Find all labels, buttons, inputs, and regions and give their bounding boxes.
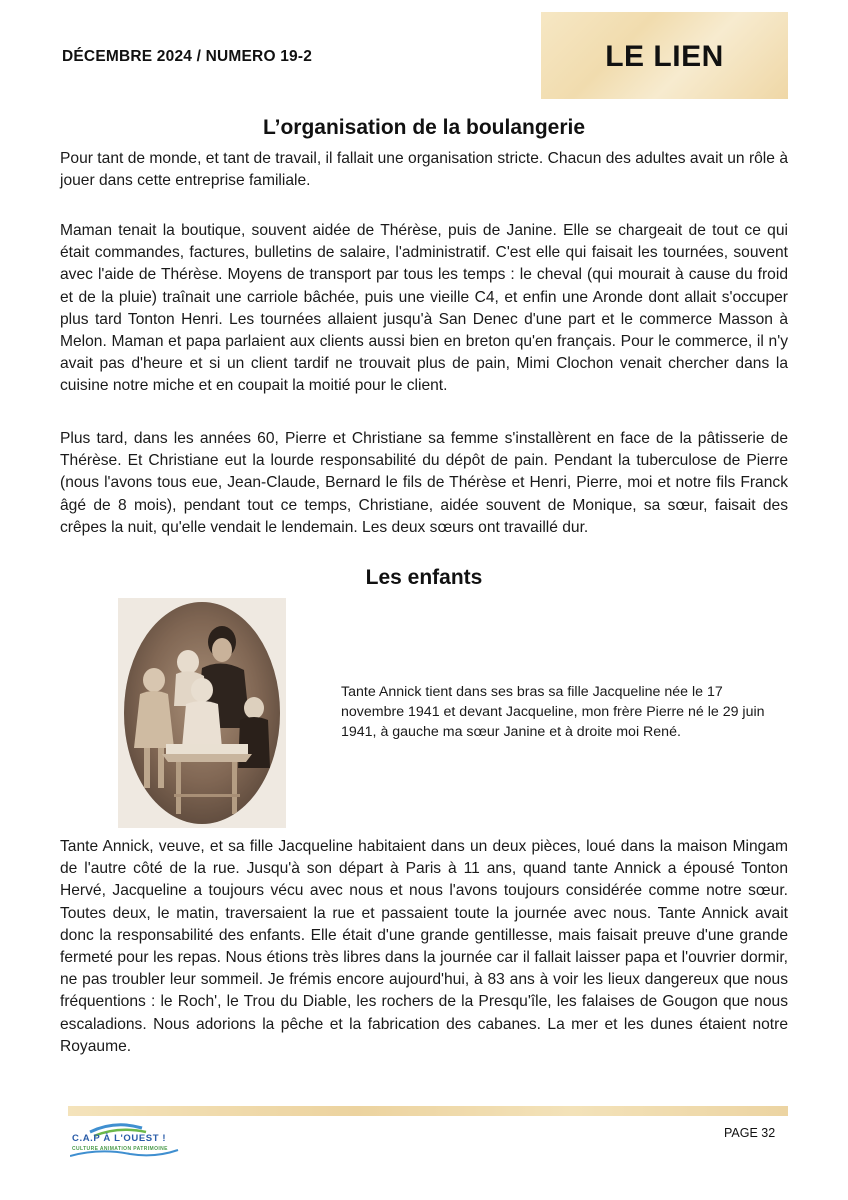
paragraph: Pour tant de monde, et tant de travail, il fallait une organisation stricte. Chacun des adultes avait un rôle à jouer dans cette entreprise familiale. [60, 150, 788, 190]
paragraph: Plus tard, dans les années 60, Pierre et Christiane sa femme s'installèrent en face de la pâtisserie de Thérèse. Et Christiane eut la lourde responsabilité du dépôt de pain. Pendant la tuberculose de Pierre (nous l'avons tous eue, Jean-Claude, Bernard le fils de Thérèse et Henri, Pierre, moi et notre fils Franck âgé de 8 mois), pendant tout ce temps, Christiane, aidée souvent de Monique, sa sœur, faisait des crêpes la nuit, qu'elle vendait le lendemain. Les deux sœurs ont travaillé dur. [60, 430, 788, 536]
page-number: PAGE 32 [724, 1126, 776, 1140]
masthead-banner [541, 12, 788, 99]
logo-name: C.A.P À L'OUEST ! [72, 1133, 167, 1144]
logo-tagline: CULTURE ANIMATION PATRIMOINE [72, 1146, 168, 1152]
family-photo [118, 598, 286, 828]
section-title-organisation: L’organisation de la boulangerie [262, 116, 586, 139]
masthead-title: LE LIEN [605, 39, 724, 73]
paragraph: Tante Annick, veuve, et sa fille Jacqueline habitaient dans un deux pièces, loué dans la maison Mingam de l'autre côté de la rue. Jusqu'à son départ à Paris à 11 ans, quand tante Annick a épousé Tonton Hervé, Jacqueline a toujours vécu avec nous et nous l'avons toujours considérée comme notre sœur. Toutes deux, le matin, traversaient la rue et passaient toute la journée avec nous. Tante Annick avait donc la responsabilité des enfants. Elle était d'une grande gentillesse, mais faisait preuve d'une grande fermeté pour les repas. Nous étions très libres dans la journée car il fallait laisser papa et l'ouvrier dormir, ne pas troubler leur sommeil. Je frémis encore aujourd'hui, à 83 ans à voir les lieux dangereux que nous fréquentions : le Roch', le Trou du Diable, les rochers de la Presqu'île, les falaises de Gougon que nous escaladions. Nous adorions la pêche et la fabrication des cabanes. La mer et les dunes étaient notre Royaume. [60, 838, 788, 1055]
paragraph: Maman tenait la boutique, souvent aidée de Thérèse, puis de Janine. Elle se chargeait de tout ce qui était commandes, factures, bulletins de salaire, l'administratif. C'est elle qui faisait les tournées, souvent avec l'aide de Thérèse. Moyens de transport par tous les temps : le cheval (qui mourait à cause du froid et de la pluie) traînait une carriole bâchée, puis une vieille C4, et enfin une Aronde dont allait s'occuper plus tard Tonton Henri. Les tournées allaient jusqu'à San Denec d'une part et le commerce Masson à Melon. Maman et papa parlaient aux clients aussi bien en breton qu'en français. Pour le commerce, il n'y avait pas d'heure et si un client tardif ne trouvait plus de pain, Mimi Clochon venait chercher dans la cuisine notre miche et en coupait la moitié pour le client. [60, 222, 788, 395]
footer-band [68, 1106, 788, 1116]
section-title-enfants: Les enfants [365, 566, 483, 589]
issue-line: DÉCEMBRE 2024 / NUMERO 19-2 [62, 48, 313, 65]
photo-caption: Tante Annick tient dans ses bras sa fille Jacqueline née le 17 novembre 1941 et devant Jacqueline, mon frère Pierre né le 29 juin 1941, à gauche ma sœur Janine et à droite moi René. [341, 684, 765, 740]
